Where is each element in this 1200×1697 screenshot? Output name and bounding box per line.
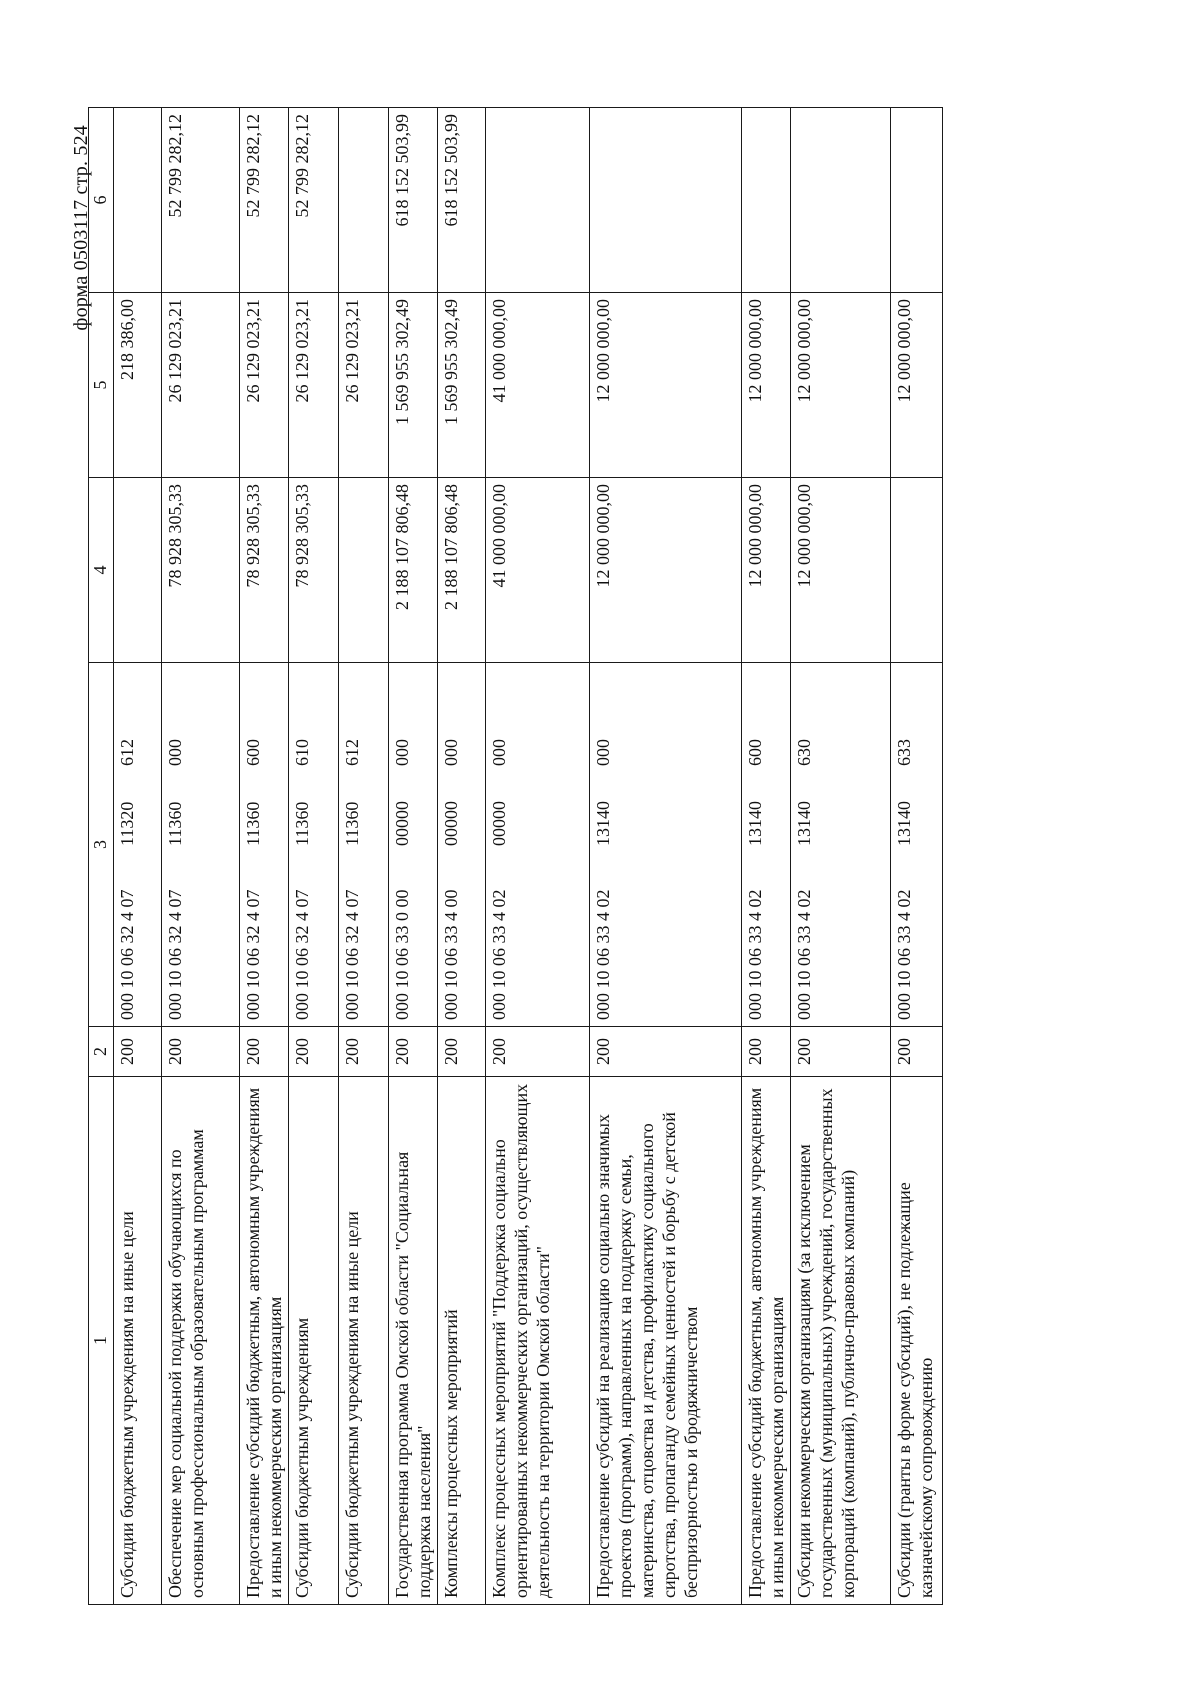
code-part: 11360 <box>165 801 185 846</box>
budget-code <box>162 663 240 1027</box>
unexecuted-amount <box>486 108 590 293</box>
row-name: Комплексы процессных мероприятий <box>438 1077 486 1605</box>
row-name: Субсидии бюджетным учреждениям <box>289 1077 339 1605</box>
code-part: 11360 <box>342 801 362 846</box>
unexecuted-amount <box>742 108 791 293</box>
row-name: Субсидии (гранты в форме субсидий), не подлежащие казначейскому сопровождению <box>891 1077 943 1605</box>
unexecuted-amount <box>590 108 742 293</box>
code-part: 612 <box>117 739 137 766</box>
table-row <box>339 108 389 1605</box>
executed-amount: 12 000 000,00 <box>742 293 791 478</box>
executed-amount: 12 000 000,00 <box>891 293 943 478</box>
code-part: 633 <box>894 739 914 766</box>
code-part: 000 10 06 33 4 00 <box>441 889 461 1020</box>
budget-code <box>114 663 162 1027</box>
executed-amount: 1 569 955 302,49 <box>389 293 438 478</box>
approved-amount: 12 000 000,00 <box>590 478 742 663</box>
unexecuted-amount: 618 152 503,99 <box>438 108 486 293</box>
row-name: Предоставление субсидий бюджетным, автономным учреждениям и иным некоммерческим организациям <box>240 1077 289 1605</box>
column-header: 5 <box>89 293 114 478</box>
table-row <box>389 108 438 1605</box>
row-name: Предоставление субсидий на реализацию социально значимых проектов (программ), направленных на поддержку семьи, материнства, отцовства и детства, профилактику социального сиротства, пропаганду семейных ценностей и борьбу с детской беспризорностью и бродяжничеством <box>590 1077 742 1605</box>
row-status: 200 <box>791 1027 891 1077</box>
row-status: 200 <box>162 1027 240 1077</box>
budget-code <box>438 663 486 1027</box>
approved-amount <box>891 478 943 663</box>
row-status: 200 <box>590 1027 742 1077</box>
code-part: 000 <box>441 739 461 766</box>
table-row <box>590 108 742 1605</box>
approved-amount: 2 188 107 806,48 <box>438 478 486 663</box>
table-row <box>162 108 240 1605</box>
code-part: 600 <box>243 739 263 766</box>
approved-amount: 78 928 305,33 <box>240 478 289 663</box>
code-part: 000 10 06 33 4 02 <box>593 889 613 1020</box>
row-name: Субсидии бюджетным учреждениям на иные цели <box>339 1077 389 1605</box>
row-status: 200 <box>389 1027 438 1077</box>
budget-code <box>389 663 438 1027</box>
approved-amount <box>114 478 162 663</box>
code-part: 610 <box>292 739 312 766</box>
budget-code <box>791 663 891 1027</box>
unexecuted-amount: 618 152 503,99 <box>389 108 438 293</box>
table-row <box>486 108 590 1605</box>
row-status: 200 <box>289 1027 339 1077</box>
code-part: 13140 <box>794 801 814 846</box>
code-part: 00000 <box>392 801 412 846</box>
code-part: 000 <box>489 739 509 766</box>
unexecuted-amount <box>339 108 389 293</box>
code-part: 000 <box>165 739 185 766</box>
code-part: 000 10 06 33 4 02 <box>745 889 765 1020</box>
row-name: Субсидии бюджетным учреждениям на иные цели <box>114 1077 162 1605</box>
unexecuted-amount <box>891 108 943 293</box>
code-part: 000 10 06 32 4 07 <box>342 889 362 1020</box>
row-name: Государственная программа Омской области "Социальная поддержка населения" <box>389 1077 438 1605</box>
row-status: 200 <box>438 1027 486 1077</box>
row-status: 200 <box>240 1027 289 1077</box>
code-part: 11320 <box>117 801 137 846</box>
unexecuted-amount <box>114 108 162 293</box>
approved-amount <box>339 478 389 663</box>
row-status: 200 <box>486 1027 590 1077</box>
budget-code <box>590 663 742 1027</box>
row-name: Субсидии некоммерческим организациям (за исключением государственных (муниципальных) учреждений, государственных корпораций (компаний), публично-правовых компаний) <box>791 1077 891 1605</box>
row-name: Предоставление субсидий бюджетным, автономным учреждениям и иным некоммерческим организациям <box>742 1077 791 1605</box>
code-part: 11360 <box>292 801 312 846</box>
code-part: 000 <box>392 739 412 766</box>
table-row <box>891 108 943 1605</box>
column-header: 3 <box>89 663 114 1027</box>
budget-code <box>240 663 289 1027</box>
unexecuted-amount: 52 799 282,12 <box>162 108 240 293</box>
code-part: 00000 <box>489 801 509 846</box>
executed-amount: 41 000 000,00 <box>486 293 590 478</box>
budget-code <box>742 663 791 1027</box>
column-number-row <box>89 108 114 1605</box>
approved-amount: 78 928 305,33 <box>162 478 240 663</box>
row-name: Комплекс процессных мероприятий "Поддержка социально ориентированных некоммерческих организаций, осуществляющих деятельность на территории Омской области" <box>486 1077 590 1605</box>
unexecuted-amount: 52 799 282,12 <box>289 108 339 293</box>
code-part: 00000 <box>441 801 461 846</box>
column-header: 2 <box>89 1027 114 1077</box>
executed-amount: 1 569 955 302,49 <box>438 293 486 478</box>
unexecuted-amount: 52 799 282,12 <box>240 108 289 293</box>
approved-amount: 41 000 000,00 <box>486 478 590 663</box>
executed-amount: 26 129 023,21 <box>162 293 240 478</box>
executed-amount: 12 000 000,00 <box>590 293 742 478</box>
column-header: 1 <box>89 1077 114 1605</box>
budget-execution-table <box>88 107 943 1605</box>
code-part: 13140 <box>894 801 914 846</box>
executed-amount: 26 129 023,21 <box>339 293 389 478</box>
executed-amount: 218 386,00 <box>114 293 162 478</box>
code-part: 13140 <box>593 801 613 846</box>
row-status: 200 <box>742 1027 791 1077</box>
budget-code <box>486 663 590 1027</box>
code-part: 000 10 06 32 4 07 <box>292 889 312 1020</box>
row-status: 200 <box>114 1027 162 1077</box>
code-part: 000 10 06 33 4 02 <box>894 889 914 1020</box>
table-row <box>114 108 162 1605</box>
approved-amount: 78 928 305,33 <box>289 478 339 663</box>
code-part: 600 <box>745 739 765 766</box>
column-header: 6 <box>89 108 114 293</box>
code-part: 000 10 06 33 4 02 <box>794 889 814 1020</box>
executed-amount: 26 129 023,21 <box>240 293 289 478</box>
approved-amount: 2 188 107 806,48 <box>389 478 438 663</box>
code-part: 000 10 06 32 4 07 <box>243 889 263 1020</box>
column-header: 4 <box>89 478 114 663</box>
row-name: Обеспечение мер социальной поддержки обучающихся по основным профессиональным образовательным программам <box>162 1077 240 1605</box>
code-part: 000 10 06 33 0 00 <box>392 889 412 1020</box>
row-status: 200 <box>339 1027 389 1077</box>
code-part: 000 10 06 33 4 02 <box>489 889 509 1020</box>
table-row <box>791 108 891 1605</box>
code-part: 630 <box>794 739 814 766</box>
approved-amount: 12 000 000,00 <box>742 478 791 663</box>
budget-code <box>891 663 943 1027</box>
approved-amount: 12 000 000,00 <box>791 478 891 663</box>
form-label: форма 0503117 стр. 524 <box>70 125 92 331</box>
code-part: 11360 <box>243 801 263 846</box>
code-part: 000 10 06 32 4 07 <box>117 889 137 1020</box>
row-status: 200 <box>891 1027 943 1077</box>
code-part: 13140 <box>745 801 765 846</box>
executed-amount: 26 129 023,21 <box>289 293 339 478</box>
unexecuted-amount <box>791 108 891 293</box>
executed-amount: 12 000 000,00 <box>791 293 891 478</box>
table-row <box>742 108 791 1605</box>
code-part: 000 <box>593 739 613 766</box>
code-part: 000 10 06 32 4 07 <box>165 889 185 1020</box>
table-row <box>438 108 486 1605</box>
code-part: 612 <box>342 739 362 766</box>
table-row <box>289 108 339 1605</box>
budget-code <box>289 663 339 1027</box>
budget-code <box>339 663 389 1027</box>
table-row <box>240 108 289 1605</box>
